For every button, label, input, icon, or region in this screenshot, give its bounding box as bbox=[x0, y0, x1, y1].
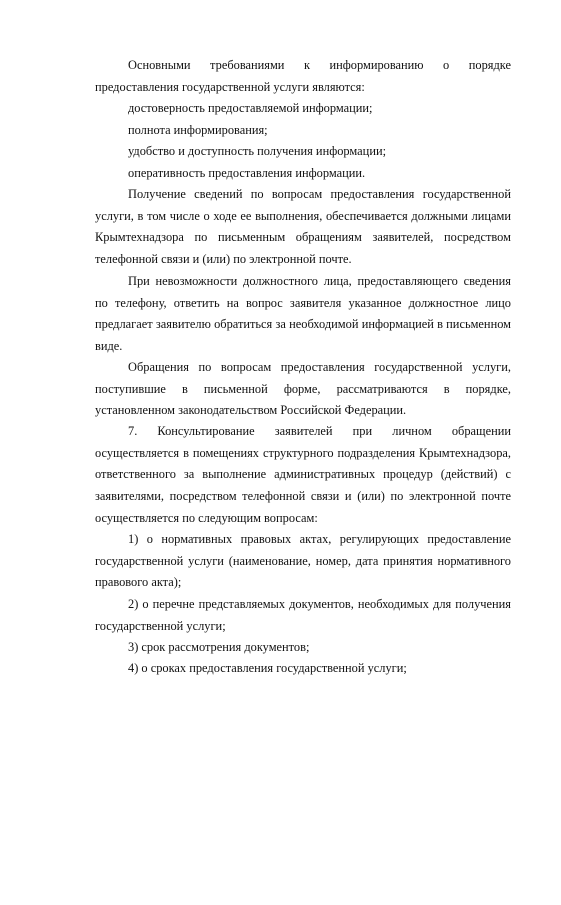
requirement-item: оперативность предоставления информации. bbox=[128, 166, 366, 180]
requirement-item: удобство и доступность получения информации; bbox=[128, 144, 387, 158]
intro-paragraph: Основными требованиями к информированию о порядке предоставления государственной услуги являются: bbox=[95, 58, 511, 94]
list-item-2: 2) о перечне представляемых документов, необходимых для получения государственной услуги; bbox=[95, 597, 511, 633]
requirement-item: достоверность предоставляемой информации; bbox=[128, 101, 373, 115]
list-item-4: 4) о сроках предоставления государственной услуги; bbox=[128, 661, 407, 675]
paragraph-consulting: 7. Консультирование заявителей при личном обращении осуществляется в помещениях структурного подразделения Крымтехнадзора, ответственного за выполнение административных процедур (действий) с заявителями, посредством телефонной связи и (или) по электронной почте осуществляется по следующим вопросам: bbox=[95, 424, 511, 525]
paragraph-impossible: При невозможности должностного лица, предоставляющего сведения по телефону, ответить на вопрос заявителя указанное должностное лицо предлагает заявителю обратиться за необходимой информацией в письменном виде. bbox=[95, 274, 511, 354]
paragraph-receiving: Получение сведений по вопросам предоставления государственной услуги, в том числе о ходе ее выполнения, обеспечивается должными лицами Крымтехнадзора по письменным обращениям заявителей, посредством телефонной связи и (или) по электронной почте. bbox=[95, 187, 511, 267]
paragraph-appeals: Обращения по вопросам предоставления государственной услуги, поступившие в письменной форме, рассматриваются в порядке, установленном законодательством Российской Федерации. bbox=[95, 360, 511, 418]
list-item-1: 1) о нормативных правовых актах, регулирующих предоставление государственной услуги (наименование, номер, дата принятия нормативного правового акта); bbox=[95, 532, 511, 590]
requirement-item: полнота информирования; bbox=[128, 123, 268, 137]
list-item-3: 3) срок рассмотрения документов; bbox=[128, 640, 310, 654]
